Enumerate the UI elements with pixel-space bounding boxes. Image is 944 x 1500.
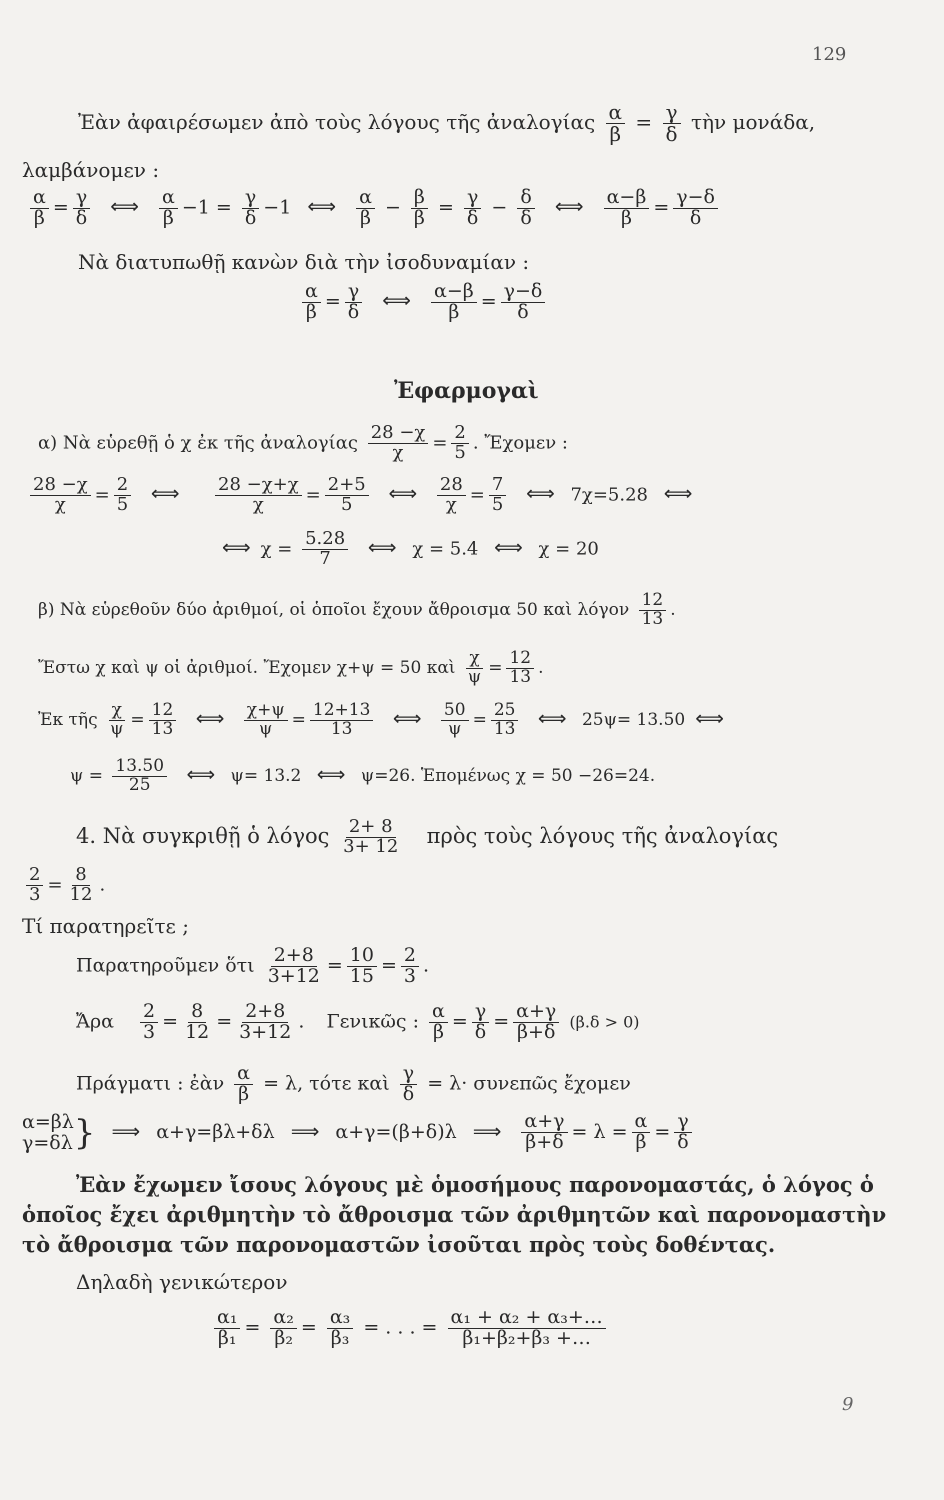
den-2: β₂ — [274, 1326, 293, 1349]
iff-arrow-icon: ⟺ — [150, 481, 180, 506]
problem-4-therefore: Ἄρα $\frac{2}{3}$ = $\frac{8}{12}$ = $\frac{2+8}{3+12}$ . Γενικῶς : $\frac{\alpha}{\beta}$ = $\frac{\gamma}{\delta}$ = $\frac{\alpha+\gamma}{\beta+\delta}$ (β.δ > 0) — [76, 1000, 640, 1043]
example-a-steps: $\frac{28 -\chi}{\chi}$ = $\frac{2}{5}$ ⟺ $\frac{28 -\chi+\chi}{\chi}$ = $\frac{2+5}{5}$ ⟺ $\frac{28}{\chi}$ = $\frac{7}{5}$ ⟺ 7χ=5.28 ⟺ — [26, 476, 702, 515]
example-a-result: 7χ=5.28 — [570, 484, 649, 506]
iff-arrow-icon: ⟺ — [494, 535, 523, 560]
equivalence-rule: $\frac{\alpha}{\beta}$ = $\frac{\gamma}{\delta}$ ⟺ $\frac{\alpha-\beta}{\beta}$ = $\frac{\gamma-\delta}{\delta}$ — [298, 282, 549, 323]
chain-1: α+γ=βλ+δλ — [156, 1120, 275, 1143]
example-a-x: χ = 5.4 — [412, 538, 479, 560]
iff-arrow-icon: ⟺ — [695, 705, 724, 730]
general-formula: $\frac{\text{α₁}}{\text{β₁}}$ = $\frac{\text{α₂}}{\text{β₂}}$ = $\frac{\text{α₃}}{\text{β₃}}$ = . . . = $\frac{\text{α₁ + α₂ + α₃+…}}{\text{β₁+β₂+β₃ +…}}$ — [210, 1308, 610, 1349]
example-b-psi-26: ψ=26. — [360, 765, 416, 786]
bold-rule-line-1: Ἐὰν ἔχωμεν ἴσους λόγους μὲ ὁμοσήμους παρονομαστάς, ὁ λόγος ὁ — [76, 1172, 874, 1197]
iff-arrow-icon: ⟺ — [222, 535, 251, 560]
iff-arrow-icon: ⟺ — [307, 194, 337, 219]
general-intro: Δηλαδὴ γενικώτερον — [76, 1270, 288, 1294]
iff-arrow-icon: ⟺ — [663, 481, 693, 506]
num-3: α₃ — [327, 1308, 353, 1329]
implies-arrow-icon: ⟹ — [472, 1118, 502, 1143]
iff-arrow-icon: ⟺ — [554, 194, 584, 219]
bold-rule-line-3: τὸ ἄθροισμα τῶν παρονομαστῶν ἰσοῦται πρὸς τοὺς δοθέντας. — [22, 1232, 776, 1257]
indeed-text: Πράγματι : ἐὰν — [76, 1072, 225, 1095]
iff-arrow-icon: ⟺ — [195, 705, 225, 730]
intro-text-end: τὴν μονάδα, — [690, 110, 816, 134]
problem-4-indeed: Πράγματι : ἐὰν $\frac{\alpha}{\beta}$ = λ, τότε καὶ $\frac{\gamma}{\delta}$ = λ· συνεπῶς ἔχομεν — [76, 1062, 631, 1105]
iff-arrow-icon: ⟺ — [186, 761, 216, 786]
example-b-steps: Ἐκ τῆς $\frac{\chi}{\psi}$ = $\frac{12}{13}$ ⟺ $\frac{\chi+\psi}{\psi}$ = $\frac{12+13}{13}$ ⟺ $\frac{50}{\psi}$ = $\frac{25}{13}$ ⟺ 25ψ= 13.50 ⟺ — [38, 700, 724, 739]
iff-arrow-icon: ⟺ — [526, 481, 555, 506]
iff-arrow-icon: ⟺ — [110, 194, 139, 219]
num-1: α₁ — [214, 1308, 240, 1329]
problem-4-observe: Παρατηροῦμεν ὅτι $\frac{2+8}{3+12}$ = $\frac{10}{15}$ = $\frac{2}{3}$ . — [76, 944, 430, 987]
system-top: α=βλ — [22, 1111, 74, 1133]
example-b-let-text: Ἔστω χ καὶ ψ οἱ ἀριθμοί. Ἔχομεν χ+ψ = 50 καὶ — [38, 657, 456, 678]
problem-4: 4. Νὰ συγκριθῇ ὁ λόγος $\frac{2+ 8}{3+ 12}$ πρὸς τοὺς λόγους τῆς ἀναλογίας — [76, 816, 779, 857]
intro-line-2: λαμβάνομεν : — [22, 158, 160, 182]
den-3: β₃ — [330, 1326, 350, 1349]
fraction-gamma-delta: $\frac{\gamma}{\delta}$ — [663, 102, 681, 145]
lambda-symbol: λ — [593, 1120, 606, 1143]
consequently-text: = λ· συνεπῶς ἔχομεν — [427, 1072, 631, 1095]
example-b-psi-val: ψ= 13.2 — [230, 765, 302, 786]
num-sum: α₁ + α₂ + α₃+… — [448, 1308, 606, 1329]
section-title: Ἐφαρμογαὶ — [394, 378, 539, 404]
problem-4-question: Τί παρατηρεῖτε ; — [22, 914, 189, 938]
lambda-eq-text: = λ, τότε καὶ — [263, 1072, 390, 1095]
problem-4-text: 4. Νὰ συγκριθῇ ὁ λόγος — [76, 823, 330, 848]
iff-arrow-icon: ⟺ — [367, 535, 397, 560]
num-2: α₂ — [270, 1308, 296, 1329]
problem-4-ratio: $\frac{2}{3}$ = $\frac{8}{12}$ . — [22, 866, 105, 905]
example-a-final: χ = 20 — [538, 538, 599, 560]
fraction-alpha-beta: $\frac{\alpha}{\beta}$ — [606, 102, 626, 145]
example-a-after: . Ἔχομεν : — [472, 432, 568, 454]
den-sum: β₁+β₂+β₃ +… — [462, 1326, 591, 1349]
example-b-psi-prefix: ψ = — [70, 765, 103, 786]
page-number: 129 — [812, 44, 847, 65]
implies-arrow-icon: ⟹ — [111, 1118, 141, 1143]
observe-text: Παρατηροῦμεν ὅτι — [76, 954, 255, 977]
example-a-prompt: α) Νὰ εὑρεθῇ ὁ χ ἐκ τῆς ἀναλογίας $\frac{28 -\chi}{\chi}$ = $\frac{2}{5}$ . Ἔχομεν : — [38, 422, 568, 463]
condition-text: (β.δ > 0) — [569, 1012, 640, 1032]
general-text: Γενικῶς : — [326, 1010, 419, 1033]
example-b-prompt: β) Νὰ εὑρεθοῦν δύο ἀριθμοί, οἱ ὁποῖοι ἔχουν ἄθροισμα 50 καὶ λόγον $\frac{12}{13}$ . — [38, 590, 676, 629]
bold-rule-line-2: ὁποῖος ἔχει ἀριθμητὴν τὸ ἄθροισμα τῶν ἀριθμητῶν καὶ παρονομαστὴν — [22, 1202, 887, 1227]
implies-arrow-icon: ⟹ — [290, 1118, 320, 1143]
example-b-text: β) Νὰ εὑρεθοῦν δύο ἀριθμοί, οἱ ὁποῖοι ἔχουν ἄθροισμα 50 καὶ λόγον — [38, 599, 630, 620]
iff-arrow-icon: ⟺ — [382, 288, 411, 313]
example-b-solution: ψ = $\frac{13.50}{25}$ ⟺ ψ= 13.2 ⟺ ψ=26. Ἑπομένως χ = 50 −26=24. — [70, 756, 656, 795]
iff-arrow-icon: ⟺ — [392, 705, 422, 730]
rule-prompt: Νὰ διατυπωθῇ κανὼν διὰ τὴν ἰσοδυναμίαν : — [78, 250, 530, 274]
intro-text: Ἐὰν ἀφαιρέσωμεν ἀπὸ τοὺς λόγους τῆς ἀναλογίας — [78, 110, 596, 134]
example-b-therefore: Ἑπομένως χ = 50 −26=24. — [420, 765, 656, 786]
example-a-solution: ⟺ χ = $\frac{5.28}{7}$ ⟺ χ = 5.4 ⟺ χ = 20 — [222, 528, 599, 569]
footer-mark: 9 — [842, 1394, 854, 1415]
example-b-let: Ἔστω χ καὶ ψ οἱ ἀριθμοί. Ἔχομεν χ+ψ = 50 καὶ $\frac{\chi}{\psi}$ = $\frac{12}{13}$ . — [38, 648, 544, 687]
chain-2: α+γ=(β+δ)λ — [335, 1120, 457, 1143]
example-b-from: Ἐκ τῆς — [38, 709, 98, 730]
iff-arrow-icon: ⟺ — [388, 481, 418, 506]
intro-line-1: Ἐὰν ἀφαιρέσωμεν ἀπὸ τοὺς λόγους τῆς ἀναλογίας $\frac{\alpha}{\beta}$ = $\frac{\gamma}{\delta}$ τὴν μονάδα, — [78, 100, 816, 146]
problem-4-after: πρὸς τοὺς λόγους τῆς ἀναλογίας — [426, 823, 779, 848]
iff-arrow-icon: ⟺ — [537, 705, 567, 730]
den-1: β₁ — [217, 1326, 237, 1349]
problem-4-derivation: α=βλ γ=δλ } ⟹ α+γ=βλ+δλ ⟹ α+γ=(β+δ)λ ⟹ $\frac{\alpha+\gamma}{\beta+\delta}$ = λ = $\frac{\alpha}{\beta}$ = $\frac{\gamma}{\delta}$ — [22, 1112, 696, 1154]
system-bottom: γ=δλ — [22, 1131, 73, 1154]
example-b-eq25: 25ψ= 13.50 — [581, 709, 686, 730]
equivalence-chain: $\frac{\alpha}{\beta}$ = $\frac{\gamma}{\delta}$ ⟺ $\frac{\alpha}{\beta}$ −1 = $\frac{\gamma}{\delta}$ −1 ⟺ $\frac{\alpha}{\beta}$ − $\frac{\beta}{\beta}$ = $\frac{\gamma}{\delta}$ − $\frac{\delta}{\delta}$ ⟺ $\frac{\alpha-\beta}{\beta}$ = $\frac{\gamma-\delta}{\delta}$ — [26, 188, 722, 229]
equation-system — [22, 1112, 74, 1154]
example-a-text: α) Νὰ εὑρεθῇ ὁ χ ἐκ τῆς ἀναλογίας — [38, 432, 358, 454]
iff-arrow-icon: ⟺ — [316, 761, 346, 786]
ellipsis: = . . . = — [363, 1316, 438, 1339]
ara-text: Ἄρα — [76, 1010, 114, 1033]
